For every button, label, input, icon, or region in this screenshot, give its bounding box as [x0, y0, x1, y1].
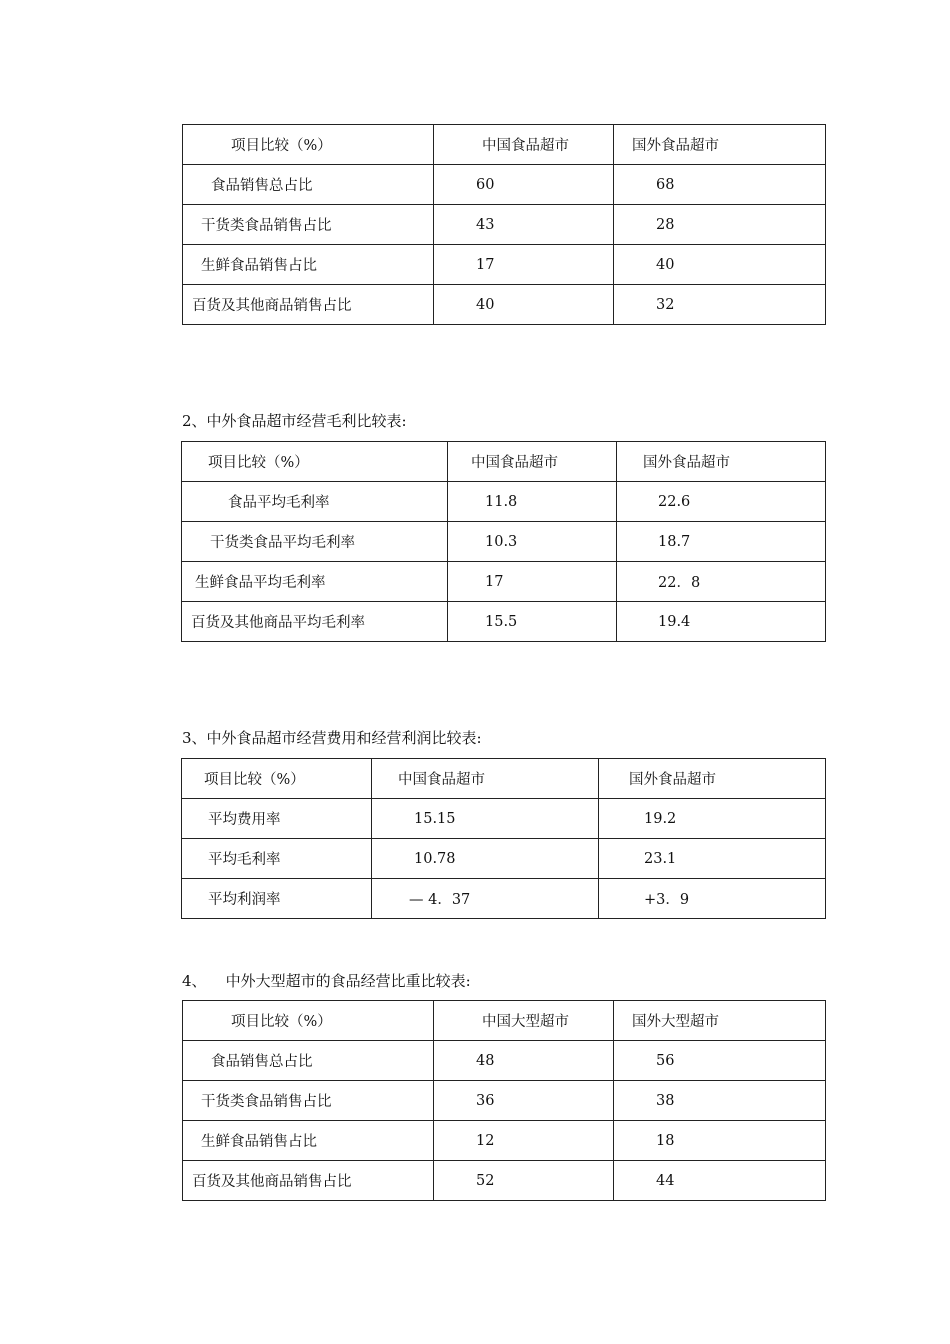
header-item: 项目比较（%） — [182, 442, 448, 482]
china-value: 10.78 — [372, 839, 599, 879]
foreign-value: 18.7 — [617, 522, 826, 562]
table-row — [182, 562, 826, 602]
table-row — [183, 1041, 826, 1081]
china-value: 10.3 — [448, 522, 617, 562]
foreign-value: 40 — [614, 245, 826, 285]
row-label: 平均费用率 — [182, 799, 372, 839]
table-2 — [181, 441, 826, 642]
china-value: — 4．37 — [372, 879, 599, 919]
row-label: 干货类食品平均毛利率 — [182, 522, 448, 562]
header-china: 中国食品超市 — [448, 442, 617, 482]
table-row — [182, 839, 826, 879]
table-1 — [182, 124, 826, 325]
china-value: 15.5 — [448, 602, 617, 642]
foreign-value: 44 — [614, 1161, 826, 1201]
table-row — [183, 1081, 826, 1121]
china-value: 52 — [434, 1161, 614, 1201]
row-label: 食品销售总占比 — [183, 165, 434, 205]
table-row — [182, 799, 826, 839]
row-label: 生鲜食品销售占比 — [183, 245, 434, 285]
row-label: 百货及其他商品销售占比 — [183, 1161, 434, 1201]
foreign-value: 19.4 — [617, 602, 826, 642]
table-row — [183, 205, 826, 245]
foreign-value: 22.6 — [617, 482, 826, 522]
foreign-value: 38 — [614, 1081, 826, 1121]
foreign-value: +3．9 — [599, 879, 826, 919]
table-header-row — [182, 442, 826, 482]
header-foreign: 国外食品超市 — [617, 442, 826, 482]
foreign-value: 68 — [614, 165, 826, 205]
china-value: 43 — [434, 205, 614, 245]
row-label: 平均利润率 — [182, 879, 372, 919]
section-heading-3: 3、中外食品超市经营费用和经营利润比较表: — [182, 729, 482, 747]
header-item: 项目比较（%） — [182, 759, 372, 799]
table-row — [183, 1121, 826, 1161]
china-value: 48 — [434, 1041, 614, 1081]
row-label: 食品平均毛利率 — [182, 482, 448, 522]
china-value: 15.15 — [372, 799, 599, 839]
section-heading-4: 4、 中外大型超市的食品经营比重比较表: — [182, 972, 471, 990]
table-row — [182, 602, 826, 642]
foreign-value: 32 — [614, 285, 826, 325]
header-foreign: 国外食品超市 — [614, 125, 826, 165]
table-row — [183, 165, 826, 205]
row-label: 干货类食品销售占比 — [183, 205, 434, 245]
china-value: 17 — [448, 562, 617, 602]
table-4 — [182, 1000, 826, 1201]
header-china: 中国食品超市 — [434, 125, 614, 165]
row-label: 生鲜食品销售占比 — [183, 1121, 434, 1161]
row-label: 百货及其他商品销售占比 — [183, 285, 434, 325]
table-row — [183, 245, 826, 285]
china-value: 17 — [434, 245, 614, 285]
china-value: 12 — [434, 1121, 614, 1161]
table-row — [182, 522, 826, 562]
header-item: 项目比较（%） — [183, 125, 434, 165]
header-china: 中国食品超市 — [372, 759, 599, 799]
row-label: 平均毛利率 — [182, 839, 372, 879]
foreign-value: 19.2 — [599, 799, 826, 839]
header-foreign: 国外食品超市 — [599, 759, 826, 799]
foreign-value: 28 — [614, 205, 826, 245]
foreign-value: 22．8 — [617, 562, 826, 602]
china-value: 11.8 — [448, 482, 617, 522]
china-value: 40 — [434, 285, 614, 325]
foreign-value: 23.1 — [599, 839, 826, 879]
section-heading-2: 2、中外食品超市经营毛利比较表: — [182, 412, 407, 430]
table-header-row — [182, 759, 826, 799]
foreign-value: 56 — [614, 1041, 826, 1081]
row-label: 食品销售总占比 — [183, 1041, 434, 1081]
table-row — [183, 1161, 826, 1201]
table-header-row — [183, 125, 826, 165]
china-value: 36 — [434, 1081, 614, 1121]
table-3 — [181, 758, 826, 919]
row-label: 干货类食品销售占比 — [183, 1081, 434, 1121]
header-china: 中国大型超市 — [434, 1001, 614, 1041]
table-row — [182, 879, 826, 919]
row-label: 生鲜食品平均毛利率 — [182, 562, 448, 602]
table-row — [183, 285, 826, 325]
china-value: 60 — [434, 165, 614, 205]
table-row — [182, 482, 826, 522]
foreign-value: 18 — [614, 1121, 826, 1161]
row-label: 百货及其他商品平均毛利率 — [182, 602, 448, 642]
table-header-row — [183, 1001, 826, 1041]
header-foreign: 国外大型超市 — [614, 1001, 826, 1041]
header-item: 项目比较（%） — [183, 1001, 434, 1041]
